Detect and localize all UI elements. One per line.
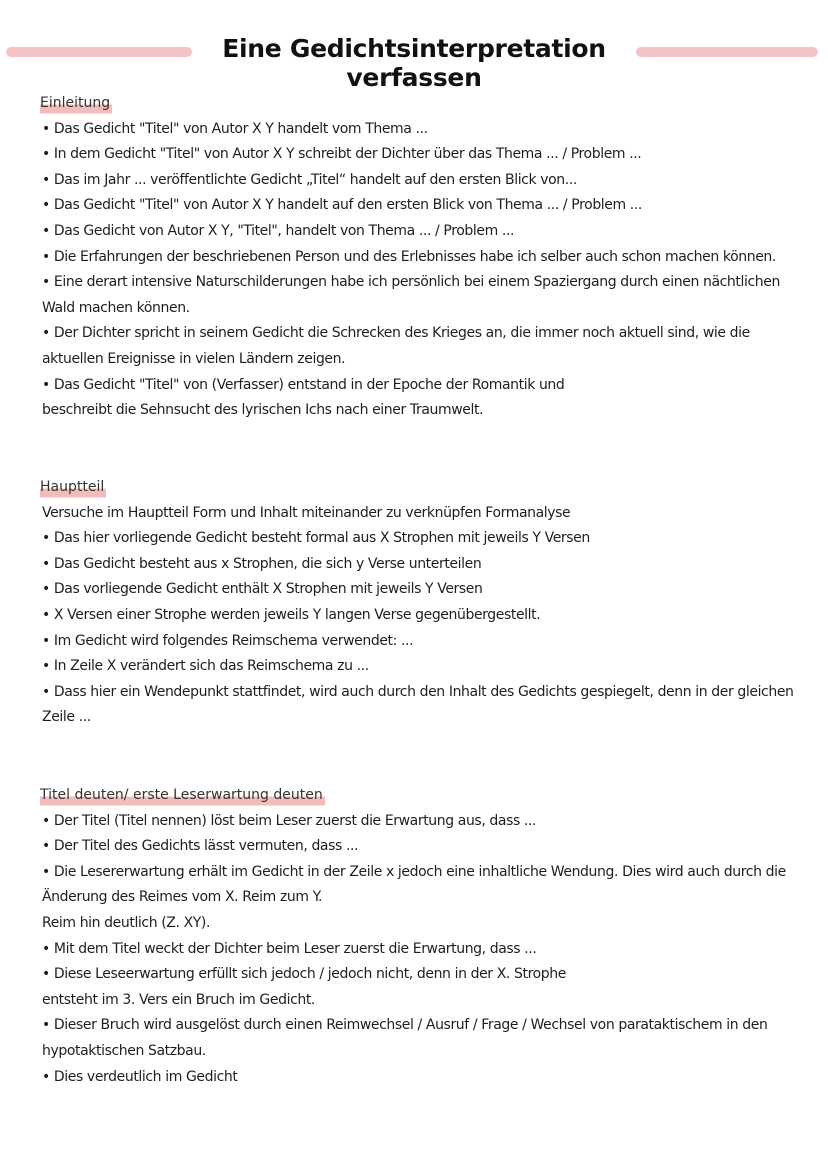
list-item: entsteht im 3. Vers ein Bruch im Gedicht. [42,991,315,1008]
list-item: • Dass hier ein Wendepunkt stattfindet, wird auch durch den Inhalt des Gedichts gespiegelt, denn in der gleichen Zeile ... [42,683,794,726]
list-item: • Eine derart intensive Naturschilderungen habe ich persönlich bei einem Spaziergang durch einen nächtlichen Wald machen können. [42,274,780,316]
list-item: • Diese Leseerwartung erfüllt sich jedoch / jedoch nicht, denn in der X. Strophe [42,966,566,983]
list-item: • Das im Jahr ... veröffentlichte Gedicht „Titel“ handelt auf den ersten Blick von... [42,171,577,188]
list-item: • Das Gedicht "Titel" von Autor X Y handelt auf den ersten Blick von Thema ... / Problem ... [42,197,642,214]
list-item: • Das Gedicht besteht aus x Strophen, die sich y Verse unterteilen [42,555,482,572]
list-item: • Das hier vorliegende Gedicht besteht formal aus X Strophen mit jeweils Y Versen [42,530,590,547]
title-decoration-right [636,47,818,57]
title-row [0,30,828,92]
list-item: • Der Titel des Gedichts lässt vermuten, dass ... [42,838,359,855]
list-item: • Dieser Bruch wird ausgelöst durch einen Reimwechsel / Ausruf / Frage / Wechsel von parataktischem in den hypotaktischen Satzbau. [42,1017,768,1059]
list-item: • Das Gedicht von Autor X Y, "Titel", handelt von Thema ... / Problem ... [42,222,515,239]
list-item: • Dies verdeutlich im Gedicht [42,1068,238,1085]
page-title: Eine Gedichtsinterpretation verfassen [222,34,606,92]
list-item: • Das vorliegende Gedicht enthält X Strophen mit jeweils Y Versen [42,581,483,598]
list-item: • Die Erfahrungen der beschriebenen Person und des Erlebnisses habe ich selber auch schon machen können. [42,248,776,265]
list-item: • Die Lesererwartung erhält im Gedicht in der Zeile x jedoch eine inhaltliche Wendung. Dies wird auch durch die Änderung des Reimes vom X. Reim zum Y. [42,863,786,906]
list-item: beschreibt die Sehnsucht des lyrischen Ichs nach einer Traumwelt. [42,402,484,419]
list-item: • Mit dem Titel weckt der Dichter beim Leser zuerst die Erwartung, dass ... [42,940,537,957]
section-heading: Hauptteil [40,475,106,501]
section-heading: Titel deuten/ erste Leserwartung deuten [40,783,325,809]
section-hauptteil [42,475,812,731]
list-item: • X Versen einer Strophe werden jeweils Y langen Verse gegenübergestellt. [42,606,541,623]
title-decoration-left [6,47,192,57]
section-einleitung [42,91,812,424]
list-item: • In Zeile X verändert sich das Reimschema zu ... [42,658,369,675]
list-item: • In dem Gedicht "Titel" von Autor X Y schreibt der Dichter über das Thema ... / Problem ... [42,146,642,163]
list-item: Reim hin deutlich (Z. XY). [42,914,211,931]
section-heading: Einleitung [40,91,112,117]
list-item: • Das Gedicht "Titel" von Autor X Y handelt vom Thema ... [42,120,428,137]
section-titel-deuten [42,783,812,1090]
list-item: Versuche im Hauptteil Form und Inhalt miteinander zu verknüpfen Formanalyse [42,504,571,521]
list-item: • Der Titel (Titel nennen) löst beim Leser zuerst die Erwartung aus, dass ... [42,812,537,829]
list-item: • Das Gedicht "Titel" von (Verfasser) entstand in der Epoche der Romantik und [42,376,565,393]
list-item: • Der Dichter spricht in seinem Gedicht die Schrecken des Krieges an, die immer noch aktuell sind, wie die aktuellen Ereignisse in vielen Ländern zeigen. [42,325,750,367]
list-item: • Im Gedicht wird folgendes Reimschema verwendet: ... [42,632,414,649]
